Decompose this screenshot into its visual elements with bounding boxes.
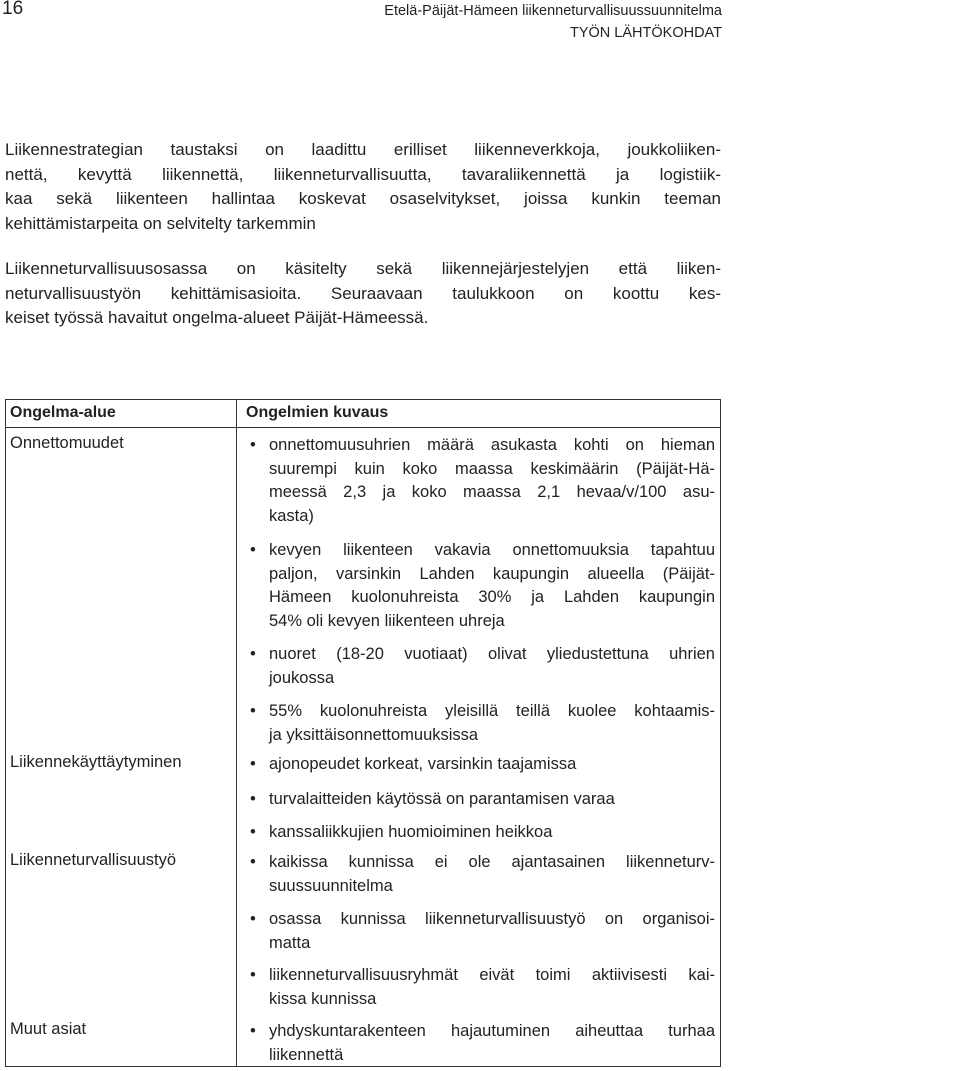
bullet-line: kasta) [269,506,314,525]
bullet-line: kevyen liikenteen vakavia onnettomuuksia tapahtuu [269,541,715,559]
paragraph-line: keiset työssä havaitut ongelma-alueet Päijät-Hämeessä. [5,308,429,327]
bullet-line: liikennettä [269,1045,344,1064]
bullet-dot: • [250,910,256,928]
paragraph-line: Liikennestrategian taustaksi on laadittu erilliset liikenneverkkoja, joukkoliiken- [5,140,721,159]
bullet-line: 55% kuolonuhreista yleisillä teillä kuolee kohtaamis- [269,702,715,720]
problem-areas-table [5,399,721,1067]
bullet-line: suussuunnitelma [269,876,393,895]
bullet-line: onnettomuusuhrien määrä asukasta kohti on hieman [269,436,715,454]
bullet-dot: • [250,823,256,841]
area-cell: Liikennekäyttäytyminen [10,753,182,771]
column-header-area: Ongelma-alue [10,404,116,421]
page-number: 16 [2,0,24,19]
bullet-line: suurempi kuin koko maassa keskimäärin (Päijät-Hä- [269,459,715,478]
bullet-dot: • [250,853,256,871]
bullet-dot: • [250,702,256,720]
paragraph-2 [5,257,721,331]
bullet-line: turvalaitteiden käytössä on parantamisen varaa [269,790,615,808]
paragraph-line: Liikenneturvallisuusosassa on käsitelty sekä liikennejärjestelyjen että liiken- [5,259,721,278]
bullet-item [250,788,715,812]
bullet-line: nuoret (18-20 vuotiaat) olivat yliedustettuna uhrien [269,645,715,663]
bullet-dot: • [250,790,256,808]
header-divider [6,427,720,428]
bullet-line: kanssaliikkujien huomioiminen heikkoa [269,823,553,841]
bullet-item [250,539,715,633]
paragraph-line: neturvallisuustyön kehittämisasioita. Seuraavaan taulukkoon on koottu kes- [5,283,721,303]
bullet-line: yhdyskuntarakenteen hajautuminen aiheuttaa turhaa [269,1022,715,1040]
bullet-line: Hämeen kuolonuhreista 30% ja Lahden kaupungin [269,588,715,606]
bullet-item [250,851,715,898]
bullet-line: paljon, varsinkin Lahden kaupungin alueella (Päijät- [269,564,715,583]
document-title: Etelä-Päijät-Hämeen liikenneturvallisuussuunnitelma [384,3,722,19]
column-divider [236,400,237,1066]
area-cell: Muut asiat [10,1020,87,1038]
bullet-dot: • [250,755,256,773]
section-title: TYÖN LÄHTÖKOHDAT [570,25,722,41]
bullet-item [250,908,715,955]
bullet-item [250,434,715,528]
bullet-dot: • [250,645,256,663]
column-header-description: Ongelmien kuvaus [246,404,389,421]
bullet-line: osassa kunnissa liikenneturvallisuustyö on organisoi- [269,910,715,928]
bullet-item [250,643,715,690]
area-cell: Liikenneturvallisuustyö [10,851,177,869]
running-header [384,0,722,44]
bullet-line: 54% oli kevyen liikenteen uhreja [269,611,505,630]
bullet-item [250,753,715,777]
paragraph-line: nettä, kevyttä liikennettä, liikenneturvallisuutta, tavaraliikennettä ja logistiik- [5,164,721,184]
bullet-item [250,964,715,1011]
bullet-line: matta [269,933,311,952]
bullet-dot: • [250,541,256,559]
paragraph-1 [5,138,721,236]
bullet-line: ajonopeudet korkeat, varsinkin taajamissa [269,755,577,773]
area-cell: Onnettomuudet [10,434,124,452]
bullet-line: kissa kunnissa [269,989,377,1008]
paragraph-line: kehittämistarpeita on selvitelty tarkemmin [5,213,316,233]
bullet-item [250,821,715,845]
bullet-dot: • [250,436,256,454]
bullet-line: meessä 2,3 ja koko maassa 2,1 hevaa/v/100 asu- [269,483,715,501]
bullet-dot: • [250,1022,256,1040]
bullet-item [250,1020,715,1067]
bullet-line: ja yksittäisonnettomuuksissa [269,725,479,744]
bullet-line: kaikissa kunnissa ei ole ajantasainen liikenneturv- [269,853,715,871]
bullet-item [250,700,715,747]
paragraph-line: kaa sekä liikenteen hallintaa koskevat osaselvitykset, joissa kunkin teeman [5,189,721,208]
bullet-line: joukossa [269,668,335,687]
bullet-line: liikenneturvallisuusryhmät eivät toimi aktiivisesti kai- [269,966,715,984]
bullet-dot: • [250,966,256,984]
